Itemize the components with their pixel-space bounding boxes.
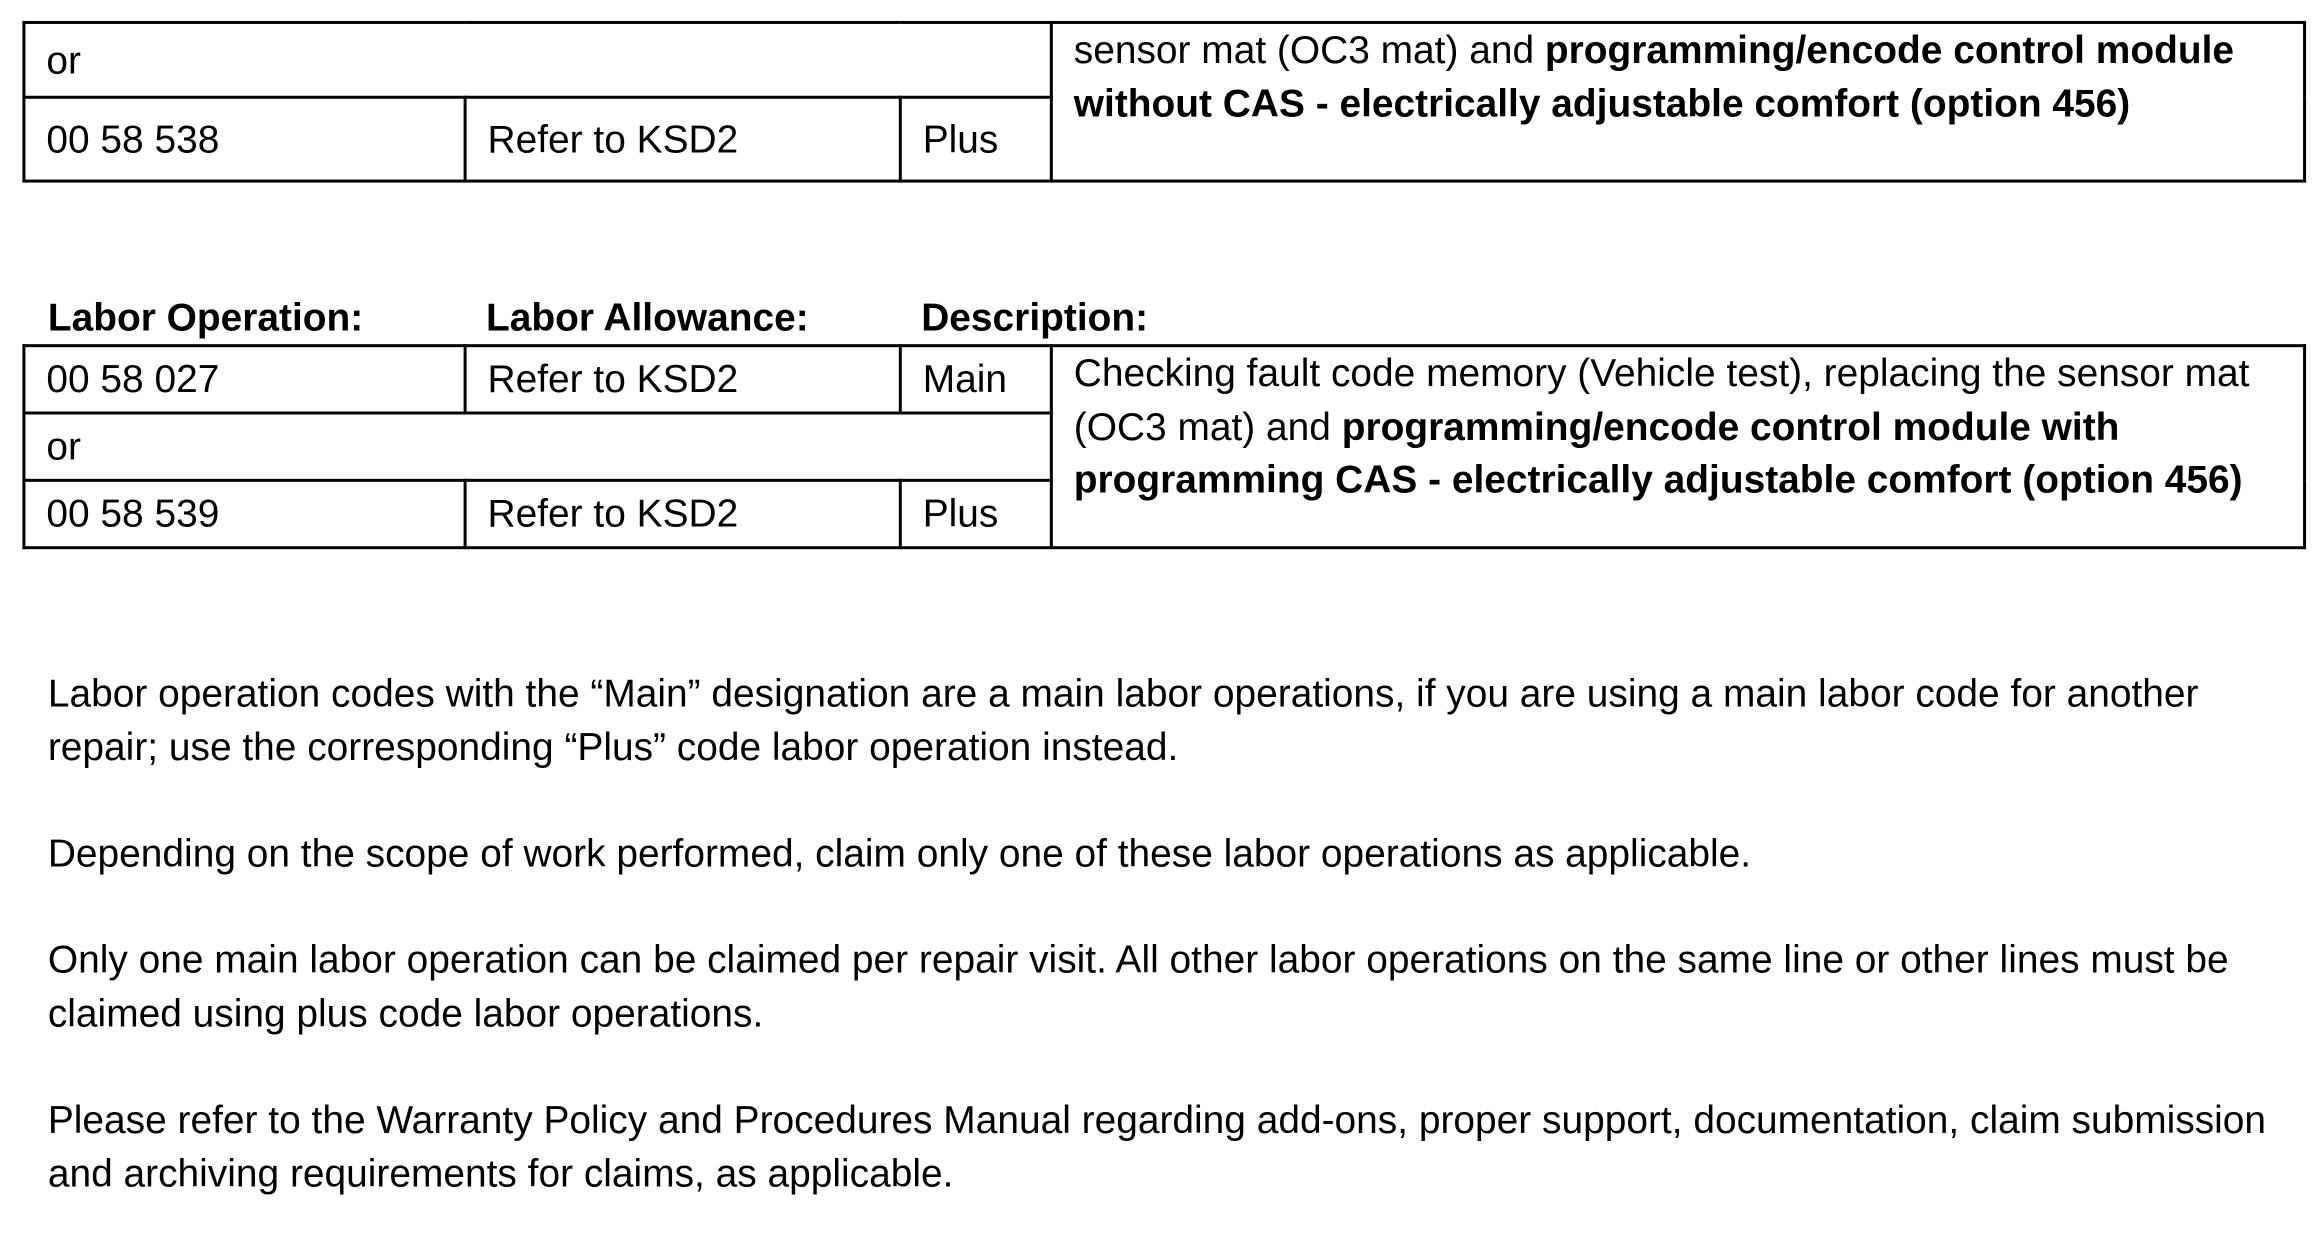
labor-allowance-cell: Refer to KSD2 (465, 346, 900, 413)
labor-code-cell: 00 58 027 (24, 346, 465, 413)
description-cell (1051, 346, 2304, 548)
labor-allowance-cell: Refer to KSD2 (465, 480, 900, 547)
description-cell (1051, 22, 2304, 181)
description-bold: programming/encode control module without CAS - electrically adjustable comfort (option 456) (1073, 26, 2235, 125)
paragraph-scope-of-work: Depending on the scope of work performed, claim only one of these labor operations as applicable. (47, 830, 1752, 876)
paragraph-main-designation: Labor operation codes with the “Main” designation are a main labor operations, if you are using a main labor code for another repair; use the corresponding “Plus” code labor operation instead. (47, 670, 2199, 769)
header-labor-allowance: Labor Allowance: (486, 294, 809, 340)
header-description: Description: (921, 294, 1149, 340)
header-labor-operation: Labor Operation: (47, 294, 364, 340)
paragraph-warranty-policy: Please refer to the Warranty Policy and Procedures Manual regarding add-ons, proper support, documentation, claim submission and archiving requirements for claims, as applicable. (47, 1096, 2267, 1195)
description-bold: programming/encode control module with programming CAS - electrically adjustable comfort (option 456) (1073, 403, 2243, 502)
labor-code-cell: 00 58 538 (24, 97, 465, 181)
labor-table-main (22, 344, 2306, 549)
paragraph-one-main-operation: Only one main labor operation can be claimed per repair visit. All other labor operations on the same line or other lines must be claimed using plus code labor operations. (47, 936, 2229, 1035)
labor-allowance-cell: Refer to KSD2 (465, 97, 900, 181)
code-type-cell: Plus (900, 97, 1051, 181)
description-plain: Checking fault code memory (Vehicle test), replacing the sensor mat (OC3 mat) and (1073, 350, 2250, 449)
labor-table-continued (22, 21, 2306, 183)
or-cell: or (24, 413, 1051, 480)
description-plain: sensor mat (OC3 mat) and (1073, 26, 1545, 72)
or-cell: or (24, 22, 1051, 97)
labor-code-cell: 00 58 539 (24, 480, 465, 547)
code-type-cell: Plus (900, 480, 1051, 547)
code-type-cell: Main (900, 346, 1051, 413)
